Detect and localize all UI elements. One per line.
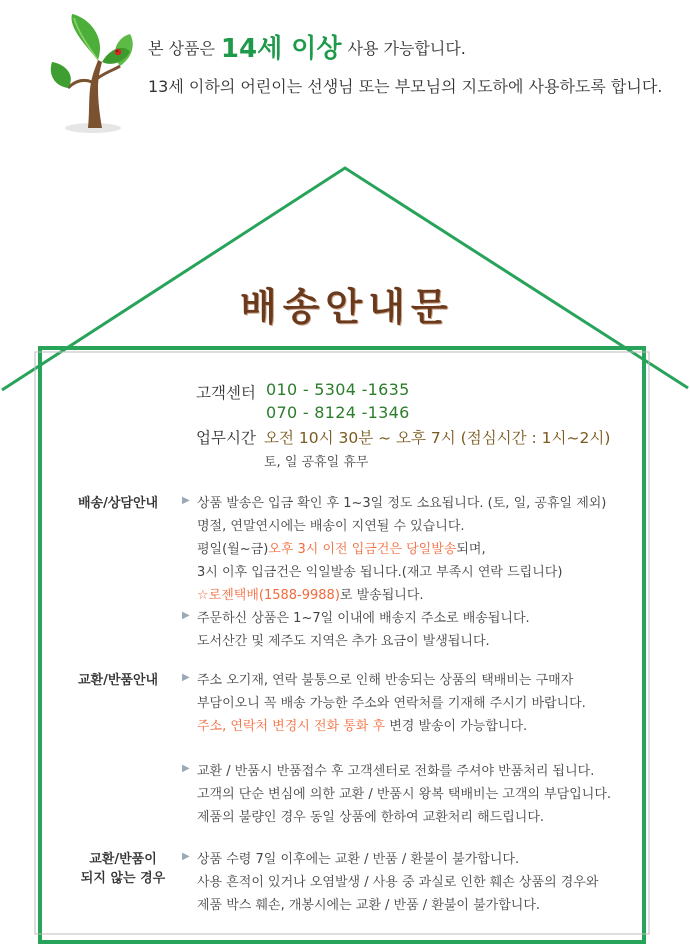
holiday-notice: 토, 일 공휴일 휴무 bbox=[264, 455, 369, 470]
shipping-line-7: 도서산간 및 제주도 지역은 추가 요금이 발생됩니다. bbox=[197, 634, 490, 649]
phone-number-1: 010 - 5304 -1635 bbox=[266, 380, 410, 399]
shipping-line-5 bbox=[197, 584, 424, 603]
shipping-line-1: 상품 발송은 입금 확인 후 1~3일 정도 소요됩니다. (토, 일, 공휴일 제외) bbox=[197, 496, 607, 511]
courier-highlight: ☆로젠택배(1588-9988) bbox=[197, 588, 340, 603]
same-day-suffix: 되며, bbox=[456, 542, 486, 557]
business-hours-label: 업무시간 bbox=[196, 429, 256, 447]
no-exchange-label-line-1: 교환/반품이 bbox=[89, 852, 157, 867]
no-exchange-section-label bbox=[78, 848, 168, 886]
page-title: 배송안내문 bbox=[240, 284, 454, 329]
address-change-suffix: 변경 발송이 가능합니다. bbox=[385, 719, 528, 734]
exchange-line-4: 교환 / 반품시 반품접수 후 고객센터로 전화를 주셔야 반품처리 됩니다. bbox=[197, 764, 595, 779]
shipping-section-label: 배송/상담안내 bbox=[78, 496, 159, 511]
no-exchange-line-1: 상품 수령 7일 이후에는 교환 / 반품 / 환불이 불가합니다. bbox=[197, 852, 520, 867]
shipping-line-2: 명절, 연말연시에는 배송이 지연될 수 있습니다. bbox=[197, 519, 465, 534]
sprout-illustration bbox=[48, 8, 138, 134]
exchange-line-6: 제품의 불량인 경우 동일 상품에 한하여 교환처리 해드립니다. bbox=[197, 810, 545, 825]
no-exchange-label-line-2: 되지 않는 경우 bbox=[80, 871, 166, 886]
courier-suffix: 로 발송됩니다. bbox=[339, 588, 424, 603]
exchange-line-3 bbox=[197, 715, 527, 734]
shipping-line-3 bbox=[197, 538, 486, 557]
exchange-section-label: 교환/반품안내 bbox=[78, 673, 159, 688]
bullet-arrow-icon: ▶ bbox=[182, 610, 190, 621]
same-day-prefix: 평일(월~금) bbox=[197, 542, 269, 557]
age-notice-suffix: 사용 가능합니다. bbox=[347, 39, 466, 58]
address-change-highlight: 주소, 연락처 변경시 전화 통화 후 bbox=[197, 719, 386, 734]
same-day-highlight: 오후 3시 이전 입금건은 당일발송 bbox=[268, 542, 457, 557]
bullet-arrow-icon: ▶ bbox=[182, 495, 190, 506]
exchange-line-2: 부담이오니 꼭 배송 가능한 주소와 연락처를 기재해 주시기 바랍니다. bbox=[197, 696, 586, 711]
guardian-notice: 13세 이하의 어린이는 선생님 또는 부모님의 지도하에 사용하도록 합니다. bbox=[148, 77, 663, 96]
bullet-arrow-icon: ▶ bbox=[182, 851, 190, 862]
age-notice-prefix: 본 상품은 bbox=[148, 39, 215, 58]
exchange-line-5: 고객의 단순 변심에 의한 교환 / 반품시 왕복 택배비는 고객의 부담입니다. bbox=[197, 787, 612, 802]
bullet-arrow-icon: ▶ bbox=[182, 763, 190, 774]
shipping-line-6: 주문하신 상품은 1~7일 이내에 배송지 주소로 배송됩니다. bbox=[197, 611, 530, 626]
business-hours: 오전 10시 30분 ~ 오후 7시 (점심시간 : 1시~2시) bbox=[264, 429, 611, 447]
customer-center-label: 고객센터 bbox=[196, 384, 256, 402]
shipping-line-4: 3시 이후 입금건은 익일발송 됩니다.(재고 부족시 연락 드립니다) bbox=[197, 565, 563, 580]
age-highlight: 14세 이상 bbox=[220, 34, 342, 64]
exchange-line-1: 주소 오기재, 연락 불통으로 인해 반송되는 상품의 택배비는 구매자 bbox=[197, 673, 574, 688]
bullet-arrow-icon: ▶ bbox=[182, 672, 190, 683]
no-exchange-line-2: 사용 흔적이 있거나 오염발생 / 사용 중 과실로 인한 훼손 상품의 경우와 bbox=[197, 875, 599, 890]
phone-number-2: 070 - 8124 -1346 bbox=[266, 403, 410, 422]
age-notice bbox=[148, 28, 466, 65]
no-exchange-line-3: 제품 박스 훼손, 개봉시에는 교환 / 반품 / 환불이 불가합니다. bbox=[197, 898, 541, 913]
